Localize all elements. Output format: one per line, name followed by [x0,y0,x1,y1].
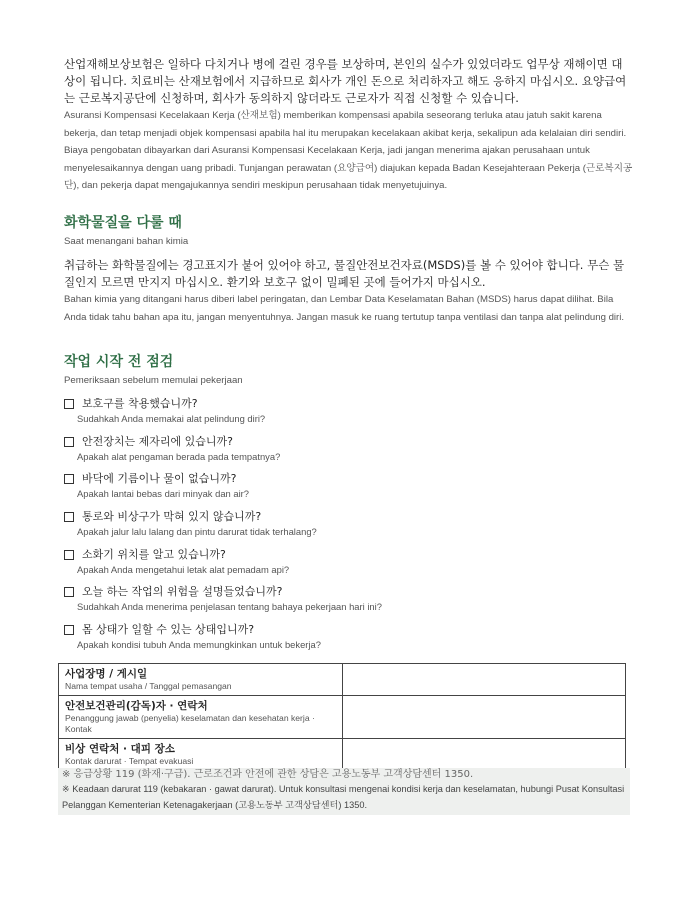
table-label-cell [59,739,343,771]
checklist-question-ko: 소화기 위치를 알고 있습니까? [82,547,226,561]
table-row [59,664,626,696]
emergency-contact-field[interactable] [343,739,626,771]
checkbox[interactable] [64,587,74,597]
chemicals-subheading: Saat menangani bahan kimia [64,236,189,247]
chemicals-section [64,214,633,326]
checkbox[interactable] [64,512,74,522]
checklist-item [64,434,633,463]
note-korean: ※ 응급상황 119 (화재·구급). 근로조건과 안전에 관한 상담은 고용노동부 고객상담센터 1350. [62,769,474,780]
checklist-question-id: Apakah jalur lalu lalang dan pintu darurat tidak terhalang? [77,526,317,538]
checklist-question-ko: 안전장치는 제자리에 있습니까? [82,434,233,448]
checkbox[interactable] [64,550,74,560]
label-korean: 비상 연락처 · 대피 장소 [65,743,175,755]
workplace-date-field[interactable] [343,664,626,696]
chemicals-korean-text: 취급하는 화학물질에는 경고표지가 붙어 있어야 하고, 물질안전보건자료(MSDS)를 볼 수 있어야 합니다. 무슨 물질인지 모르면 만지지 마십시오. 환기와 보호구 없이 밀폐된 곳에 들어가지 마십시오. [64,258,625,289]
intro-indonesian-text: Asuransi Kompensasi Kecelakaan Kerja (산재보험) memberikan kompensasi apabila seseorang terluka atau jatuh sakit karena bekerja, dan tetap menjadi objek kompensasi apabila hal itu merupakan kecelakaan akibat kerja, sekalipun ada kelalaian diri sendiri. Biaya pengobatan dibayarkan dari Asuransi Kompensasi Kecelakaan Kerja, jadi jangan menerima ajakan perusahaan untuk menyelesaikannya dengan uang pribadi. Tunjangan perawatan (요양급여) diajukan kepada Badan Kesejahteraan Pekerja (근로복지공단), dan pekerja dapat mengajukannya sendiri meskipun perusahaan tidak menyetujuinya. [64,110,633,191]
insurance-intro [64,56,633,195]
checklist-question-ko: 오늘 하는 작업의 위험을 설명들었습니까? [82,585,283,599]
checklist-subheading: Pemeriksaan sebelum memulai pekerjaan [64,375,243,386]
checklist-question-id: Sudahkah Anda memakai alat pelindung diri? [77,413,266,424]
posting-info-table [58,663,626,771]
checklist-section [64,353,633,660]
table-label-cell [59,696,343,739]
checklist-question-id: Apakah kondisi tubuh Anda memungkinkan untuk bekerja? [77,639,321,651]
table-row [59,739,626,771]
chemicals-indonesian-text: Bahan kimia yang ditangani harus diberi label peringatan, dan Lembar Data Keselamatan Bahan (MSDS) harus dapat dilihat. Bila Anda tidak tahu bahan apa itu, jangan menyentuhnya. Jangan masuk ke ruang tertutup tanpa ventilasi dan tanpa alat pelindung diri. [64,294,625,323]
checklist-item [64,547,633,576]
checklist-question-id: Apakah lantai bebas dari minyak dan air? [77,488,249,500]
table-label-cell [59,664,343,696]
chemicals-heading: 화학물질을 다룰 때 [64,215,182,231]
intro-korean-text: 산업재해보상보험은 일하다 다치거나 병에 걸린 경우를 보상하며, 본인의 실수가 있었더라도 업무상 재해이면 대상이 됩니다. 치료비는 산재보험에서 지급하므로 회사가 개인 돈으로 처리하자고 해도 응하지 마십시오. 요양급여는 근로복지공단에 신청하며, 회사가 동의하지 않더라도 근로자가 직접 신청할 수 있습니다. [64,57,627,105]
checklist-question-ko: 통로와 비상구가 막혀 있지 않습니까? [82,510,262,524]
checklist-question-ko: 몸 상태가 일할 수 있는 상태입니까? [82,623,255,637]
emergency-notes [58,768,630,815]
checklist-item [64,471,633,500]
checkbox[interactable] [64,474,74,484]
label-indonesian: Penanggung jawab (penyelia) keselamatan dan kesehatan kerja · Kontak [65,713,315,734]
checkbox[interactable] [64,399,74,409]
table-row [59,696,626,739]
checklist-item [64,509,633,538]
checklist-question-ko: 바닥에 기름이나 물이 없습니까? [82,472,237,486]
label-korean: 사업장명 / 게시일 [65,668,148,680]
checklist-heading: 작업 시작 전 점검 [64,354,174,370]
checkbox[interactable] [64,625,74,635]
checklist [64,396,633,651]
checklist-question-ko: 보호구를 착용했습니까? [82,397,198,410]
note-indonesian: ※ Keadaan darurat 119 (kebakaran · gawat darurat). Untuk konsultasi mengenai kondisi kerja dan keselamatan, hubungi Pusat Konsultasi Pelanggan Kementerian Ketenagakerjaan (고용노동부 고객상담센터) 1350. [62,784,625,810]
checklist-item [64,622,633,651]
label-korean: 안전보건관리(감독)자 · 연락처 [65,700,208,712]
safety-manager-contact-field[interactable] [343,696,626,739]
checklist-question-id: Apakah Anda mengetahui letak alat pemadam api? [77,563,290,575]
label-indonesian: Kontak darurat · Tempat evakuasi [65,756,194,766]
checklist-item [64,396,633,425]
checklist-item [64,584,633,613]
checklist-question-id: Apakah alat pengaman berada pada tempatnya? [77,450,281,462]
checklist-question-id: Sudahkah Anda menerima penjelasan tentang bahaya pekerjaan hari ini? [77,601,382,613]
checkbox[interactable] [64,437,74,447]
label-indonesian: Nama tempat usaha / Tanggal pemasangan [65,681,232,691]
